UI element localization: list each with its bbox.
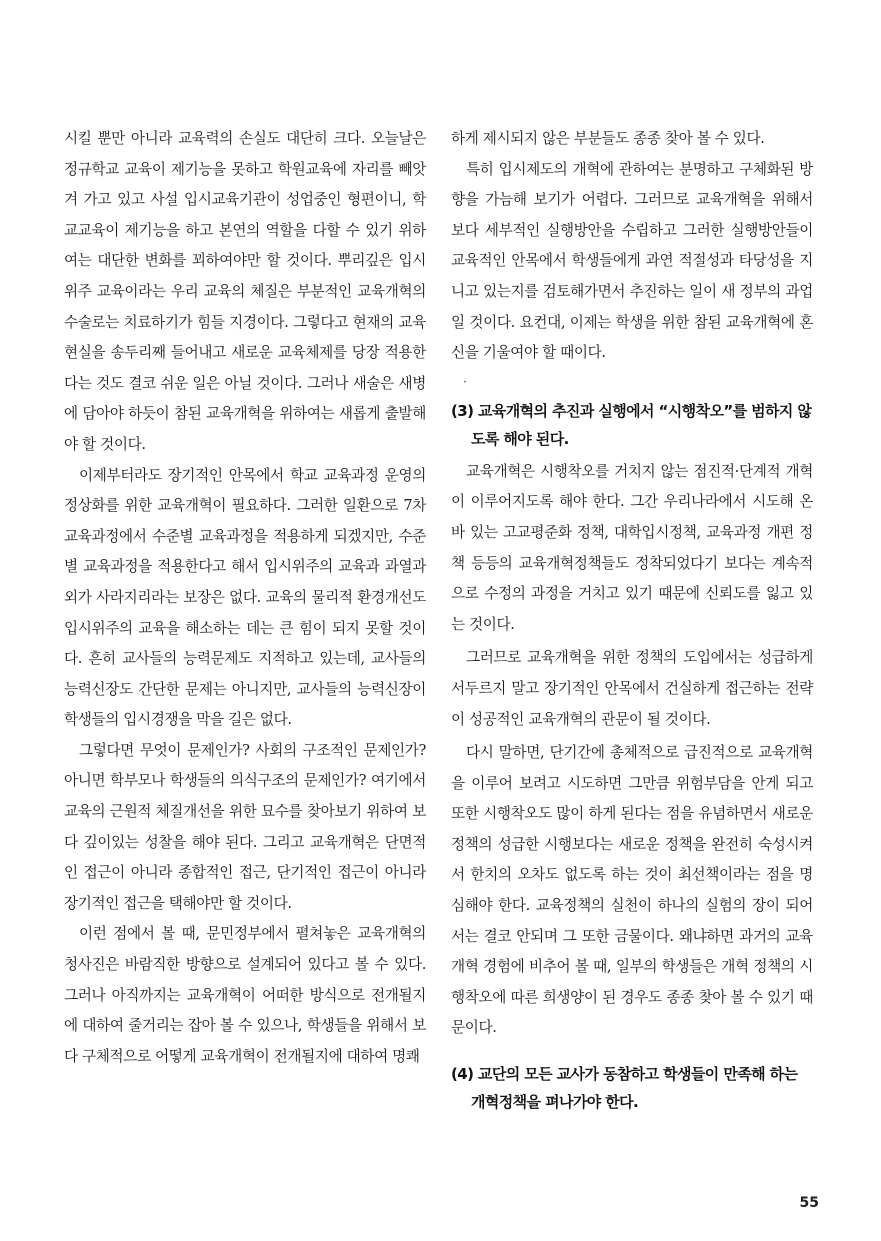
body-paragraph: 교육개혁은 시행착오를 거치지 않는 점진적·단계적 개혁이 이루어지도록 해야 한다. 그간 우리나라에서 시도해 온 바 있는 고교평준화 정책, 대학입시정책, 교육과정 개편 정책 등등의 교육개혁정책들도 정착되었다기 보다는 계속적으로 수정의 과정을 거치고 있기 때문에 신뢰도를 잃고 있는 것이다. [451,462,813,633]
section-heading-3: (3) 교육개혁의 추진과 실행에서 “시행착오”를 범하지 않도록 해야 된다. [451,401,812,448]
body-paragraph: 그렇다면 무엇이 문제인가? 사회의 구조적인 문제인가? 아니면 학부모나 학생들의 의식구조의 문제인가? 여기에서 교육의 근원적 체질개선을 위한 묘수를 찾아보기 위하여 보다 깊이있는 성찰을 해야 된다. 그리고 교육개혁은 단면적인 접근이 아니라 종합적인 접근, 단기적인 접근이 아니라 장기적인 접근을 택해야만 할 것이다. [64,741,426,912]
body-paragraph: 이제부터라도 장기적인 안목에서 학교 교육과정 운영의 정상화를 위한 교육개혁이 필요하다. 그러한 일환으로 7차 교육과정에서 수준별 교육과정을 적용하게 되겠지만, 수준별 교육과정을 적용한다고 해서 입시위주의 교육과 과열과외가 사라지리라는 보장은 없다. 교육의 물리적 환경개선도 입시위주의 교육을 해소하는 데는 큰 힘이 되지 못할 것이다. 흔히 교사들의 능력문제도 지적하고 있는데, 교사들의 능력신장도 간단한 문제는 아니지만, 교사들의 능력신장이 학생들의 입시경쟁을 막을 길은 없다. [64,466,426,729]
section-heading-4: (4) 교단의 모든 교사가 동참하고 학생들이 만족해 하는 개혁정책을 펴나가야 한다. [451,1065,798,1112]
body-paragraph: 하게 제시되지 않은 부분들도 종종 찾아 볼 수 있다. [451,130,765,147]
body-paragraph: 그러므로 교육개혁을 위한 정책의 도입에서는 성급하게 서두르지 말고 장기적인 안목에서 건실하게 접근하는 전략이 성공적인 교육개혁의 관문이 될 것이다. [451,649,813,728]
body-paragraph: 특히 입시제도의 개혁에 관하여는 분명하고 구체화된 방향을 가늠해 보기가 어렵다. 그러므로 교육개혁을 위해서 보다 세부적인 실행방안을 수립하고 그러한 실행방안들이 교육적인 안목에서 학생들에게 과연 적절성과 타당성을 지니고 있는지를 검토해가면서 추진하는 일이 새 정부의 과업일 것이다. 요컨대, 이제는 학생을 위한 참된 교육개혁에 혼신을 기울여야 할 때이다. [451,160,813,362]
page-number: 55 [799,1195,819,1211]
body-paragraph: 이런 점에서 볼 때, 문민정부에서 펼쳐놓은 교육개혁의 청사진은 바람직한 방향으로 설계되어 있다고 볼 수 있다. 그러나 아직까지는 교육개혁이 어떠한 방식으로 전개될지에 대하여 줄거리는 잡아 볼 수 있으나, 학생들을 위해서 보다 구체적으로 어떻게 교육개혁이 전개될지에 대하여 명쾌 [64,925,426,1065]
stray-dot: · [463,374,467,389]
body-paragraph: 다시 말하면, 단기간에 총체적으로 급진적으로 교육개혁을 이루어 보려고 시도하면 그만큼 위험부담을 안게 되고 또한 시행착오도 많이 하게 된다는 점을 유념하면서 새로운 정책의 성급한 시행보다는 새로운 정책을 완전히 숙성시켜서 한치의 오차도 없도록 하는 것이 최선책이라는 점을 명심해야 한다. 교육정책의 실천이 하나의 실험의 장이 되어서는 결코 안되며 그 또한 금물이다. 왜냐하면 과거의 교육개혁 경험에 비추어 볼 때, 일부의 학생들은 개혁 정책의 시행착오에 따른 희생양이 된 경우도 종종 찾아 볼 수 있기 때문이다. [451,744,813,1037]
left-column [64,124,426,1072]
body-paragraph: 시킬 뿐만 아니라 교육력의 손실도 대단히 크다. 오늘날은 정규학교 교육이 제기능을 못하고 학원교육에 자리를 빼앗겨 가고 있고 사설 입시교육기관이 성업중인 형편이니, 학교교육이 제기능을 하고 본연의 역할을 다할 수 있기 위하여는 대단한 변화를 꾀하여야만 할 것이다. 뿌리깊은 입시위주 교육이라는 우리 교육의 체질은 부분적인 교육개혁의 수술로는 치료하기가 힘들 지경이다. 그렇다고 현재의 교육현실을 송두리째 들어내고 새로운 교육체제를 당장 적용한다는 것도 결코 쉬운 일은 아닐 것이다. 그러나 새술은 새병에 담아야 하듯이 참된 교육개혁을 위하여는 새롭게 출발해야 할 것이다. [64,130,426,453]
right-column [451,124,813,1120]
